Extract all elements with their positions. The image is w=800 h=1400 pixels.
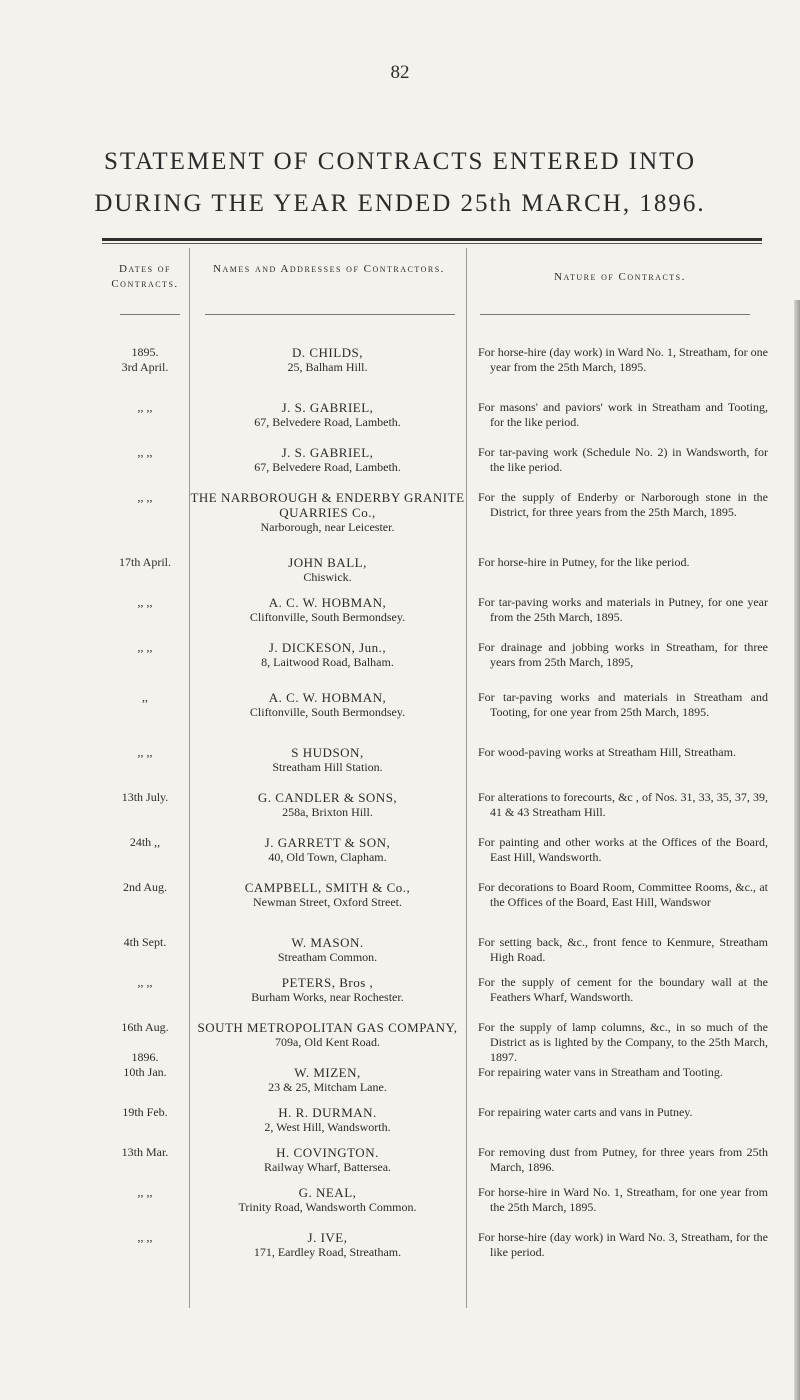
- contractor-address: Streatham Hill Station.: [272, 760, 383, 774]
- contract-nature-text: For wood-paving works at Streatham Hill, Streatham.: [478, 745, 736, 759]
- contract-nature-text: For masons' and paviors' work in Streatham and Tooting, for the like period.: [478, 400, 768, 429]
- contract-date: [102, 555, 188, 570]
- contract-nature-text: For tar-paving works and materials in Streatham and Tooting, for one year from 25th March, 1895.: [478, 690, 768, 719]
- contractor: [190, 345, 465, 375]
- header-rule-nature: [480, 314, 750, 315]
- document-title-line-2: DURING THE YEAR ENDED 25th MARCH, 1896.: [94, 190, 706, 217]
- contractor-address: 40, Old Town, Clapham.: [268, 850, 387, 864]
- contractor: [190, 1230, 465, 1260]
- contract-nature-text: For drainage and jobbing works in Streatham, for three years from 25th March, 1895,: [478, 640, 768, 669]
- contract-nature: [478, 690, 768, 720]
- contractor-name: A. C. W. HOBMAN,: [268, 595, 387, 610]
- contract-nature: [478, 975, 768, 1005]
- contract-date-text: ,, ,,: [137, 745, 153, 759]
- contract-nature: [478, 1145, 768, 1175]
- contractor-name: J. IVE,: [307, 1230, 348, 1245]
- contract-date: [102, 1105, 188, 1120]
- contract-date: [102, 400, 188, 415]
- contract-nature: [478, 790, 768, 820]
- contract-nature: [478, 1230, 768, 1260]
- contract-nature: [478, 555, 768, 570]
- contract-nature-text: For the supply of cement for the boundary wall at the Feathers Wharf, Wandsworth.: [478, 975, 768, 1004]
- contractor: [190, 445, 465, 475]
- contractor: [190, 835, 465, 865]
- contract-nature: [478, 1020, 768, 1065]
- contractor-name: D. CHILDS,: [291, 345, 364, 360]
- contractor-name: G. NEAL,: [298, 1185, 357, 1200]
- table-top-thick-rule: [102, 238, 762, 241]
- contract-nature-text: For painting and other works at the Offices of the Board, East Hill, Wandsworth.: [478, 835, 768, 864]
- contractor: [190, 745, 465, 775]
- page-number: 82: [390, 62, 410, 83]
- contractor-name: G. CANDLER & SONS,: [257, 790, 398, 805]
- contractor: [190, 690, 465, 720]
- contractor: [190, 880, 465, 910]
- contract-date: [102, 445, 188, 460]
- contractor-address: 67, Belvedere Road, Lambeth.: [254, 415, 401, 429]
- contractor-address: 67, Belvedere Road, Lambeth.: [254, 460, 401, 474]
- contract-nature: [478, 880, 768, 910]
- contract-nature: [478, 595, 768, 625]
- contract-nature: [478, 835, 768, 865]
- contract-date-text: 17th April.: [118, 555, 171, 569]
- contract-nature: [478, 445, 768, 475]
- contract-nature-text: For setting back, &c., front fence to Kenmure, Streatham High Road.: [478, 935, 768, 964]
- header-dates: Dates of Contracts.: [111, 263, 179, 290]
- contract-date-text: 16th Aug.: [121, 1020, 169, 1034]
- contract-nature-text: For the supply of Enderby or Narborough stone in the District, for three years from the 25th March, 1895.: [478, 490, 768, 519]
- contract-date: [102, 745, 188, 760]
- contract-nature-text: For horse-hire in Ward No. 1, Streatham, for one year from the 25th March, 1895.: [478, 1185, 768, 1214]
- contract-year: 1896.: [131, 1050, 159, 1064]
- contract-date: [102, 1230, 188, 1245]
- contract-nature-text: For alterations to forecourts, &c , of Nos. 31, 33, 35, 37, 39, 41 & 43 Streatham Hill.: [478, 790, 768, 819]
- contract-nature: [478, 640, 768, 670]
- contract-date-text: 24th ,,: [129, 835, 161, 849]
- contract-nature: [478, 1065, 768, 1080]
- contractor: [190, 790, 465, 820]
- contractor-address: 25, Balham Hill.: [287, 360, 368, 374]
- header-rule-dates: [120, 314, 180, 315]
- contract-date: [102, 975, 188, 990]
- contract-date-text: 19th Feb.: [122, 1105, 168, 1119]
- contract-date-text: 13th July.: [121, 790, 169, 804]
- contractor-name: J. GARRETT & SON,: [264, 835, 391, 850]
- header-rule-names: [205, 314, 455, 315]
- document-title-line-1: STATEMENT OF CONTRACTS ENTERED INTO: [103, 148, 697, 175]
- contractor-name: J. DICKESON, Jun.,: [268, 640, 387, 655]
- contractor-name: S HUDSON,: [291, 745, 364, 760]
- contractor-name: CAMPBELL, SMITH & Co.,: [244, 880, 411, 895]
- contractor: [190, 1145, 465, 1175]
- contractor: [190, 595, 465, 625]
- contractor: [190, 1185, 465, 1215]
- page-edge-shadow: [794, 300, 800, 1400]
- contractor-address: Streatham Common.: [277, 950, 378, 964]
- contractor-address: Burham Works, near Rochester.: [251, 990, 404, 1004]
- contract-date: [102, 790, 188, 805]
- contractor-address: Railway Wharf, Battersea.: [263, 1160, 392, 1174]
- contract-nature-text: For repairing water vans in Streatham and Tooting.: [478, 1065, 723, 1079]
- contractor-address: Chiswick.: [303, 570, 352, 584]
- contract-date-text: 4th Sept.: [123, 935, 167, 949]
- contractor: [190, 935, 465, 965]
- contract-date: [102, 640, 188, 655]
- contract-date-text: 10th Jan.: [123, 1065, 167, 1079]
- contractor-address: Cliftonville, South Bermondsey.: [249, 610, 406, 624]
- contract-date: [102, 935, 188, 950]
- contractor: [190, 1020, 465, 1050]
- contractor: [190, 490, 465, 535]
- contract-nature: [478, 400, 768, 430]
- contract-date: [102, 880, 188, 895]
- contract-date: [102, 835, 188, 850]
- contract-date: [102, 345, 188, 375]
- contract-date-text: ,, ,,: [137, 1230, 153, 1244]
- contractor-name: A. C. W. HOBMAN,: [268, 690, 387, 705]
- header-nature: Nature of Contracts.: [554, 271, 686, 283]
- contractor-name: W. MASON.: [291, 935, 364, 950]
- contractor-address: Trinity Road, Wandsworth Common.: [238, 1200, 417, 1214]
- contractor-address: Narborough, near Leicester.: [260, 520, 395, 534]
- contract-nature-text: For tar-paving work (Schedule No. 2) in Wandsworth, for the like period.: [478, 445, 768, 474]
- contract-date-text: ,, ,,: [137, 975, 153, 989]
- contract-year: 1895.: [131, 345, 159, 359]
- contract-date-text: ,, ,,: [137, 445, 153, 459]
- contract-date-text: 3rd April.: [121, 360, 169, 374]
- contract-date-text: ,, ,,: [137, 490, 153, 504]
- contractor-address: Cliftonville, South Bermondsey.: [249, 705, 406, 719]
- contract-date: [102, 490, 188, 505]
- contract-nature: [478, 745, 768, 760]
- column-divider-2: [466, 248, 467, 1308]
- contract-date: [102, 1050, 188, 1080]
- contract-nature: [478, 935, 768, 965]
- contract-nature: [478, 490, 768, 520]
- contract-date: [102, 1185, 188, 1200]
- contractor-name: J. S. GABRIEL,: [281, 445, 374, 460]
- contractor-address: 709a, Old Kent Road.: [275, 1035, 380, 1049]
- contractor-name: JOHN BALL,: [288, 555, 367, 570]
- contract-date: [102, 595, 188, 610]
- contractor-name: W. MIZEN,: [294, 1065, 361, 1080]
- contractor-address: 23 & 25, Mitcham Lane.: [268, 1080, 387, 1094]
- contract-nature-text: For decorations to Board Room, Committee Rooms, &c., at the Offices of the Board, East Hill, Wandswor: [478, 880, 768, 909]
- contract-date-text: ,, ,,: [137, 400, 153, 414]
- contractor-address: 258a, Brixton Hill.: [282, 805, 373, 819]
- contract-date-text: ,, ,,: [137, 640, 153, 654]
- contractor: [190, 640, 465, 670]
- contract-date: [102, 1145, 188, 1160]
- contract-date-text: ,,: [142, 690, 148, 704]
- contract-date-text: ,, ,,: [137, 595, 153, 609]
- contract-nature-text: For horse-hire (day work) in Ward No. 3, Streatham, for the like period.: [478, 1230, 768, 1259]
- table-top-thin-rule: [102, 243, 762, 244]
- contractor-name: PETERS, Bros ,: [281, 975, 374, 990]
- contract-nature-text: For the supply of lamp columns, &c., in so much of the District as is lighted by the Company, to the 25th March, 1897.: [478, 1020, 768, 1064]
- contractor: [190, 1065, 465, 1095]
- contractor-address: 171, Eardley Road, Streatham.: [253, 1245, 402, 1259]
- contract-nature-text: For repairing water carts and vans in Putney.: [478, 1105, 693, 1119]
- contractor-name: J. S. GABRIEL,: [281, 400, 374, 415]
- contract-date-text: 2nd Aug.: [122, 880, 167, 894]
- contractor-name: SOUTH METROPOLITAN GAS COMPANY,: [197, 1020, 458, 1035]
- contract-nature: [478, 345, 768, 375]
- contractor-name: H. COVINGTON.: [276, 1145, 379, 1160]
- contract-nature-text: For removing dust from Putney, for three years from 25th March, 1896.: [478, 1145, 768, 1174]
- header-names: Names and Addresses of Contractors.: [213, 263, 445, 275]
- contractor-address: 8, Laitwood Road, Balham.: [261, 655, 394, 669]
- contractor-address: Newman Street, Oxford Street.: [253, 895, 402, 909]
- contract-nature-text: For tar-paving works and materials in Putney, for one year from the 25th March, 1895.: [478, 595, 768, 624]
- contractor: [190, 400, 465, 430]
- contractor: [190, 555, 465, 585]
- contractor: [190, 1105, 465, 1135]
- contractor-name: THE NARBOROUGH & ENDERBY GRANITE QUARRIES Co.,: [190, 490, 465, 520]
- contract-nature: [478, 1105, 768, 1120]
- contract-date-text: 13th Mar.: [121, 1145, 169, 1159]
- contract-date: [102, 1020, 188, 1035]
- contract-date-text: ,, ,,: [137, 1185, 153, 1199]
- contractor-address: 2, West Hill, Wandsworth.: [264, 1120, 391, 1134]
- contract-nature: [478, 1185, 768, 1215]
- contractor-name: H. R. DURMAN.: [278, 1105, 377, 1120]
- contract-nature-text: For horse-hire in Putney, for the like period.: [478, 555, 690, 569]
- contract-nature-text: For horse-hire (day work) in Ward No. 1, Streatham, for one year from the 25th March, 1895.: [478, 345, 768, 374]
- contract-date: [102, 690, 188, 705]
- contractor: [190, 975, 465, 1005]
